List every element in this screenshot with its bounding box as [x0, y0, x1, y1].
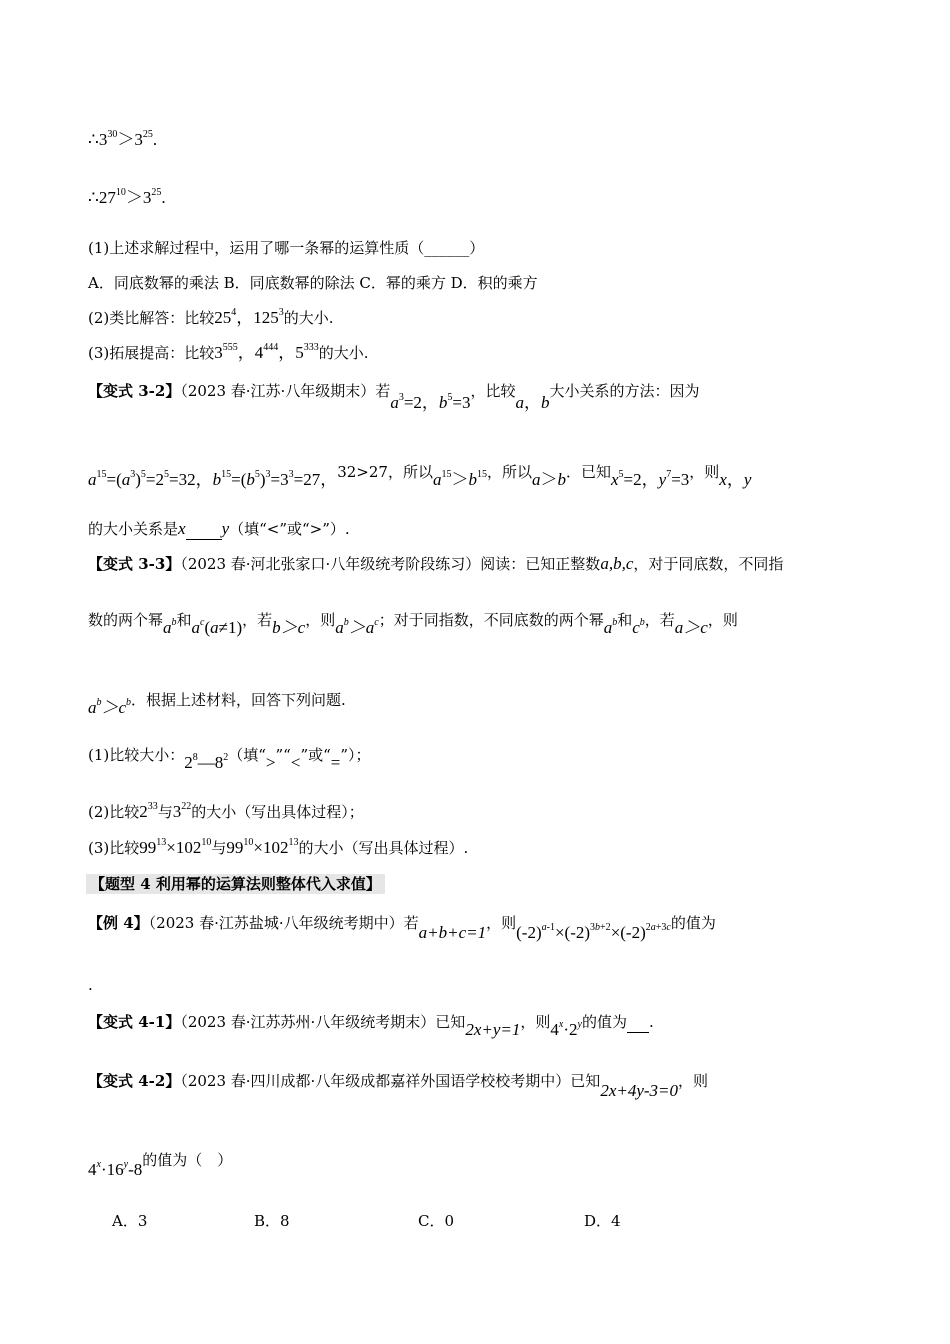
question-3: (3)拓展提高：比较$3^{555}$，$4^{444}$，$5^{333}$的大小. [88, 342, 369, 362]
section-banner-type-4: 【题型 4 利用幂的运算法则整体代入求值】 [86, 874, 385, 894]
variant-3-3-rule: 数的两个幂$a^b$和$a^c(a\ne 1)$，若b＞c，则$a^b>a^c$；对于同指数，不同底数的两个幂$a^b$和$c^b$，若a＞c，则 [88, 611, 738, 637]
variant-3-3-intro: 【变式 3-3】（2023 春·河北张家口·八年级统考阶段练习）阅读：已知正整数a,b,c，对于同底数，不同指 [88, 554, 784, 573]
variant-3-2-body: $a^{15}=(a^3)^5=2^5=32$，$b^{15}=(b^5)^3=3^3=27$，32>27，所以$a^{15}>b^{15}$，所以a＞b．已知$x^5=2$，$y^7=3$，则x，y [88, 463, 752, 489]
question-2: (2)类比解答：比较$25^4$，$125^3$的大小. [88, 307, 334, 327]
variant-3-3-q3: (3)比较$99^{13}\times 102^{10}$与$99^{10}\times 102^{13}$的大小（写出具体过程）. [88, 837, 469, 857]
variant-3-3-q1: (1)比较大小：$2^8—8^2$（填“>”“<”或“=”）； [88, 746, 371, 772]
option-b: B．8 [254, 1212, 290, 1230]
variant-4-2-expression: $4^x\cdot 16^y-8$的值为（ ） [88, 1151, 233, 1179]
variant-3-2-intro: 【变式 3-2】（2023 春·江苏·八年级期末）若$a^3=2$，$b^5=3$，比较a，b大小关系的方法：因为 [88, 382, 700, 412]
variant-4-2: 【变式 4-2】（2023 春·四川成都·八年级成都嘉祥外国语学校校考期中）已知2x+4y-3=0，则 [88, 1072, 709, 1100]
variant-3-3-conclusion: $a^b>c^b$．根据上述材料，回答下列问题. [88, 691, 346, 717]
variant-4-1: 【变式 4-1】（2023 春·江苏苏州·八年级统考期末）已知2x+y=1，则$4^x\cdot 2^y$的值为 . [88, 1013, 654, 1039]
example-4: 【例 4】（2023 春·江苏盐城·八年级统考期中）若a+b+c=1，则$(-2)^{a-1}\times(-2)^{3b+2}\times(-2)^{2a+3c}$的值为 [88, 914, 716, 942]
option-d: D．4 [584, 1212, 621, 1230]
derivation-line-2: $\therefore 27^{10}>3^{25}$. [88, 187, 166, 207]
option-a: A．3 [112, 1212, 148, 1230]
question-1: (1)上述求解过程中，运用了哪一条幂的运算性质（______） [88, 239, 485, 257]
derivation-line-1: $\therefore 3^{30}>3^{25}$. [88, 129, 158, 149]
variant-3-3-q2: (2)比较$2^{33}$与$3^{22}$的大小（写出具体过程）； [88, 801, 364, 821]
variant-3-2-ask: 的大小关系是x y（填“<”或“>”）. [88, 519, 350, 538]
example-4-continuation: . [88, 976, 93, 994]
question-1-options: A．同底数幂的乘法 B．同底数幂的除法 C．幂的乘方 D．积的乘方 [88, 274, 538, 292]
option-c: C．0 [418, 1212, 455, 1230]
